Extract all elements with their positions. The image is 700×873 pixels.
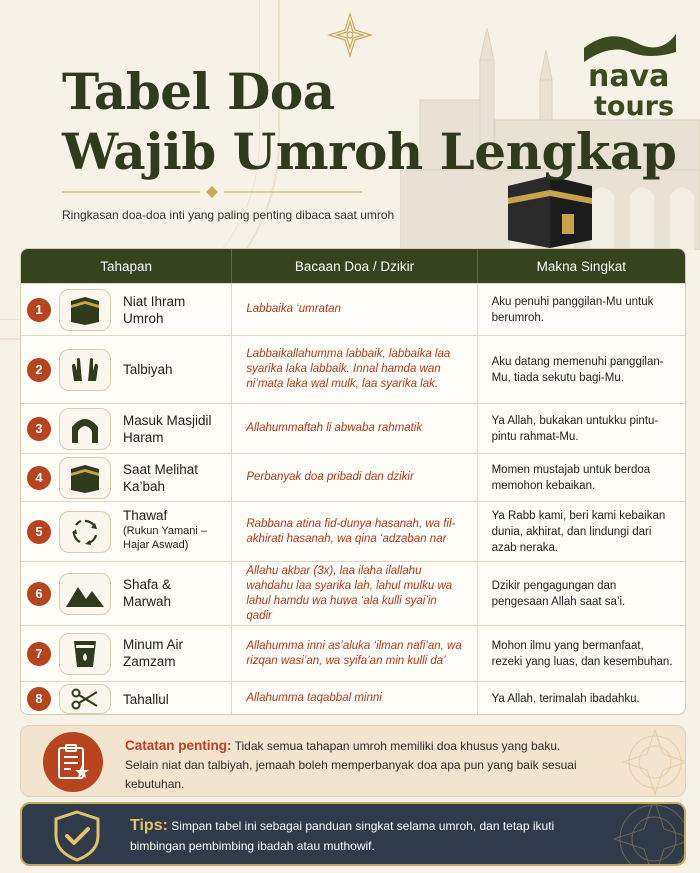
step-number: 7 — [27, 642, 51, 666]
makna-cell — [478, 404, 685, 453]
makna-text: Ya Rabb kami, beri kami kebaikan dunia, akhirat, dan lindungi dari azab neraka. — [491, 509, 666, 554]
circular-arrows-icon — [59, 511, 111, 553]
step-number: 8 — [27, 687, 51, 711]
table-row — [21, 283, 685, 335]
doa-cell — [232, 626, 477, 681]
step-title: Thawaf — [123, 508, 168, 523]
column-header-tahapan: Tahapan — [21, 249, 232, 283]
tips-body: Simpan tabel ini sebagai panduan singkat selama umroh, dan tetap ikuti bimbingan pembimbing ibadah atau muthowif. — [130, 819, 555, 853]
doa-text: Allahumma taqabbal minni — [246, 692, 382, 704]
step-number: 1 — [27, 298, 51, 322]
column-header-bacaan: Bacaan Doa / Dzikir — [232, 249, 477, 283]
title-divider — [62, 185, 362, 199]
step-label: Masuk Masjidil Haram — [123, 413, 212, 445]
step-cell — [21, 336, 232, 403]
page-subtitle: Ringkasan doa-doa inti yang paling penting dibaca saat umroh — [62, 208, 395, 222]
step-label: Shafa & Marwah — [123, 577, 172, 609]
doa-cell — [232, 336, 477, 403]
makna-cell — [478, 336, 685, 403]
note-body: Tidak semua tahapan umroh memiliki doa khusus yang baku. Selain niat dan talbiyah, jemaah boleh memperbanyak doa apa pun yang baik sesuai kebutuhan. — [125, 739, 577, 791]
step-label: Minum Air Zamzam — [123, 637, 184, 669]
tips-heading: Tips: — [130, 817, 168, 834]
table-row — [21, 681, 685, 715]
makna-cell — [478, 626, 685, 681]
step-cell — [21, 454, 232, 501]
logo-text-nava: nava — [588, 59, 670, 94]
step-label — [123, 507, 231, 552]
doa-cell — [232, 404, 477, 453]
step-number: 3 — [27, 417, 51, 441]
step-label: Niat Ihram Umroh — [123, 294, 186, 326]
step-number: 2 — [27, 358, 51, 382]
brand-logo — [580, 28, 680, 128]
step-cell — [21, 502, 232, 561]
step-subtitle: (Rukun Yamani – Hajar Aswad) — [123, 525, 207, 551]
step-cell — [21, 562, 232, 625]
table-row — [21, 561, 685, 625]
doa-text: Rabbana atina fid-dunya hasanah, wa fil-akhirati hasanah, wa qina ‘adzaban nar — [246, 517, 456, 545]
logo-text-tours: tours — [594, 91, 675, 122]
doa-text: Labbaikallahumma labbaik, labbaika laa syarika laka labbaik. Innal hamda wan ni’mata laka wal mulk, laa syarika lak. — [246, 348, 451, 390]
step-cell — [21, 284, 232, 335]
hills-icon — [59, 573, 111, 615]
tips-ornament-icon — [584, 802, 686, 866]
doa-cell — [232, 682, 477, 715]
table-row — [21, 403, 685, 453]
scissors-icon — [59, 684, 111, 714]
tips-content — [130, 816, 590, 856]
table-row — [21, 625, 685, 681]
makna-cell — [478, 454, 685, 501]
table-row — [21, 453, 685, 501]
table-header — [21, 249, 685, 283]
water-cup-icon — [59, 633, 111, 675]
step-number: 5 — [27, 520, 51, 544]
makna-cell — [478, 562, 685, 625]
makna-text: Momen mustajab untuk berdoa memohon kebaikan. — [491, 463, 651, 492]
table-row — [21, 501, 685, 561]
makna-text: Aku penuhi panggilan-Mu untuk berumroh. — [491, 295, 654, 324]
step-label: Talbiyah — [123, 362, 173, 377]
doa-cell — [232, 562, 477, 625]
clipboard-star-icon — [43, 732, 103, 792]
doa-cell — [232, 284, 477, 335]
note-content — [125, 736, 595, 794]
makna-cell — [478, 682, 685, 715]
makna-text: Mohon ilmu yang bermanfaat, rezeki yang luas, dan kesembuhan. — [491, 639, 673, 668]
makna-cell — [478, 284, 685, 335]
step-number: 4 — [27, 466, 51, 490]
step-label: Tahallul — [123, 692, 169, 707]
kaaba-icon — [59, 457, 111, 499]
doa-text: Perbanyak doa pribadi dan dzikir — [246, 471, 414, 483]
doa-cell — [232, 454, 477, 501]
praying-hands-icon — [59, 349, 111, 391]
note-heading: Catatan penting: — [125, 738, 232, 753]
tips-box — [20, 802, 686, 866]
title-line-2: Wajib Umroh Lengkap — [62, 122, 677, 181]
step-cell — [21, 682, 232, 715]
step-cell — [21, 626, 232, 681]
column-header-makna: Makna Singkat — [536, 258, 626, 274]
doa-text: Allahummaftah li abwaba rahmatik — [246, 422, 423, 434]
makna-text: Ya Allah, bukakan untukku pintu-pintu rahmat-Mu. — [491, 414, 659, 443]
doa-text: Allahu akbar (3x), laa ilaha ilallahu wahdahu laa syarika lah, lahul mulku wa lahul hamdu wa huwa ‘ala kulli syai’in qadir — [246, 564, 453, 622]
makna-text: Aku datang memenuhi panggilan-Mu, tiada sekutu bagi-Mu. — [491, 355, 664, 384]
makna-text: Ya Allah, terimalah ibadahku. — [491, 692, 640, 705]
step-label: Saat Melihat Ka’bah — [123, 462, 199, 494]
doa-cell — [232, 502, 477, 561]
doa-text: Labbaika ‘umratan — [246, 303, 341, 315]
star-ornament-icon — [325, 10, 375, 60]
mosque-door-icon — [59, 408, 111, 450]
table-row — [21, 335, 685, 403]
step-number: 6 — [27, 582, 51, 606]
step-cell — [21, 404, 232, 453]
title-line-1: Tabel Doa — [62, 62, 335, 121]
doa-table — [20, 248, 686, 715]
shield-check-icon — [52, 810, 102, 862]
doa-text: Allahumma inni as’aluka ‘ilman nafi’an, wa rizqan wasi’an, wa syifa’an min kulli da’ — [246, 639, 462, 667]
makna-text: Dzikir pengagungan dan pengesaan Allah saat sa’i. — [491, 579, 626, 608]
note-box — [20, 725, 686, 797]
makna-cell — [478, 502, 685, 561]
kaaba-icon — [59, 289, 111, 331]
